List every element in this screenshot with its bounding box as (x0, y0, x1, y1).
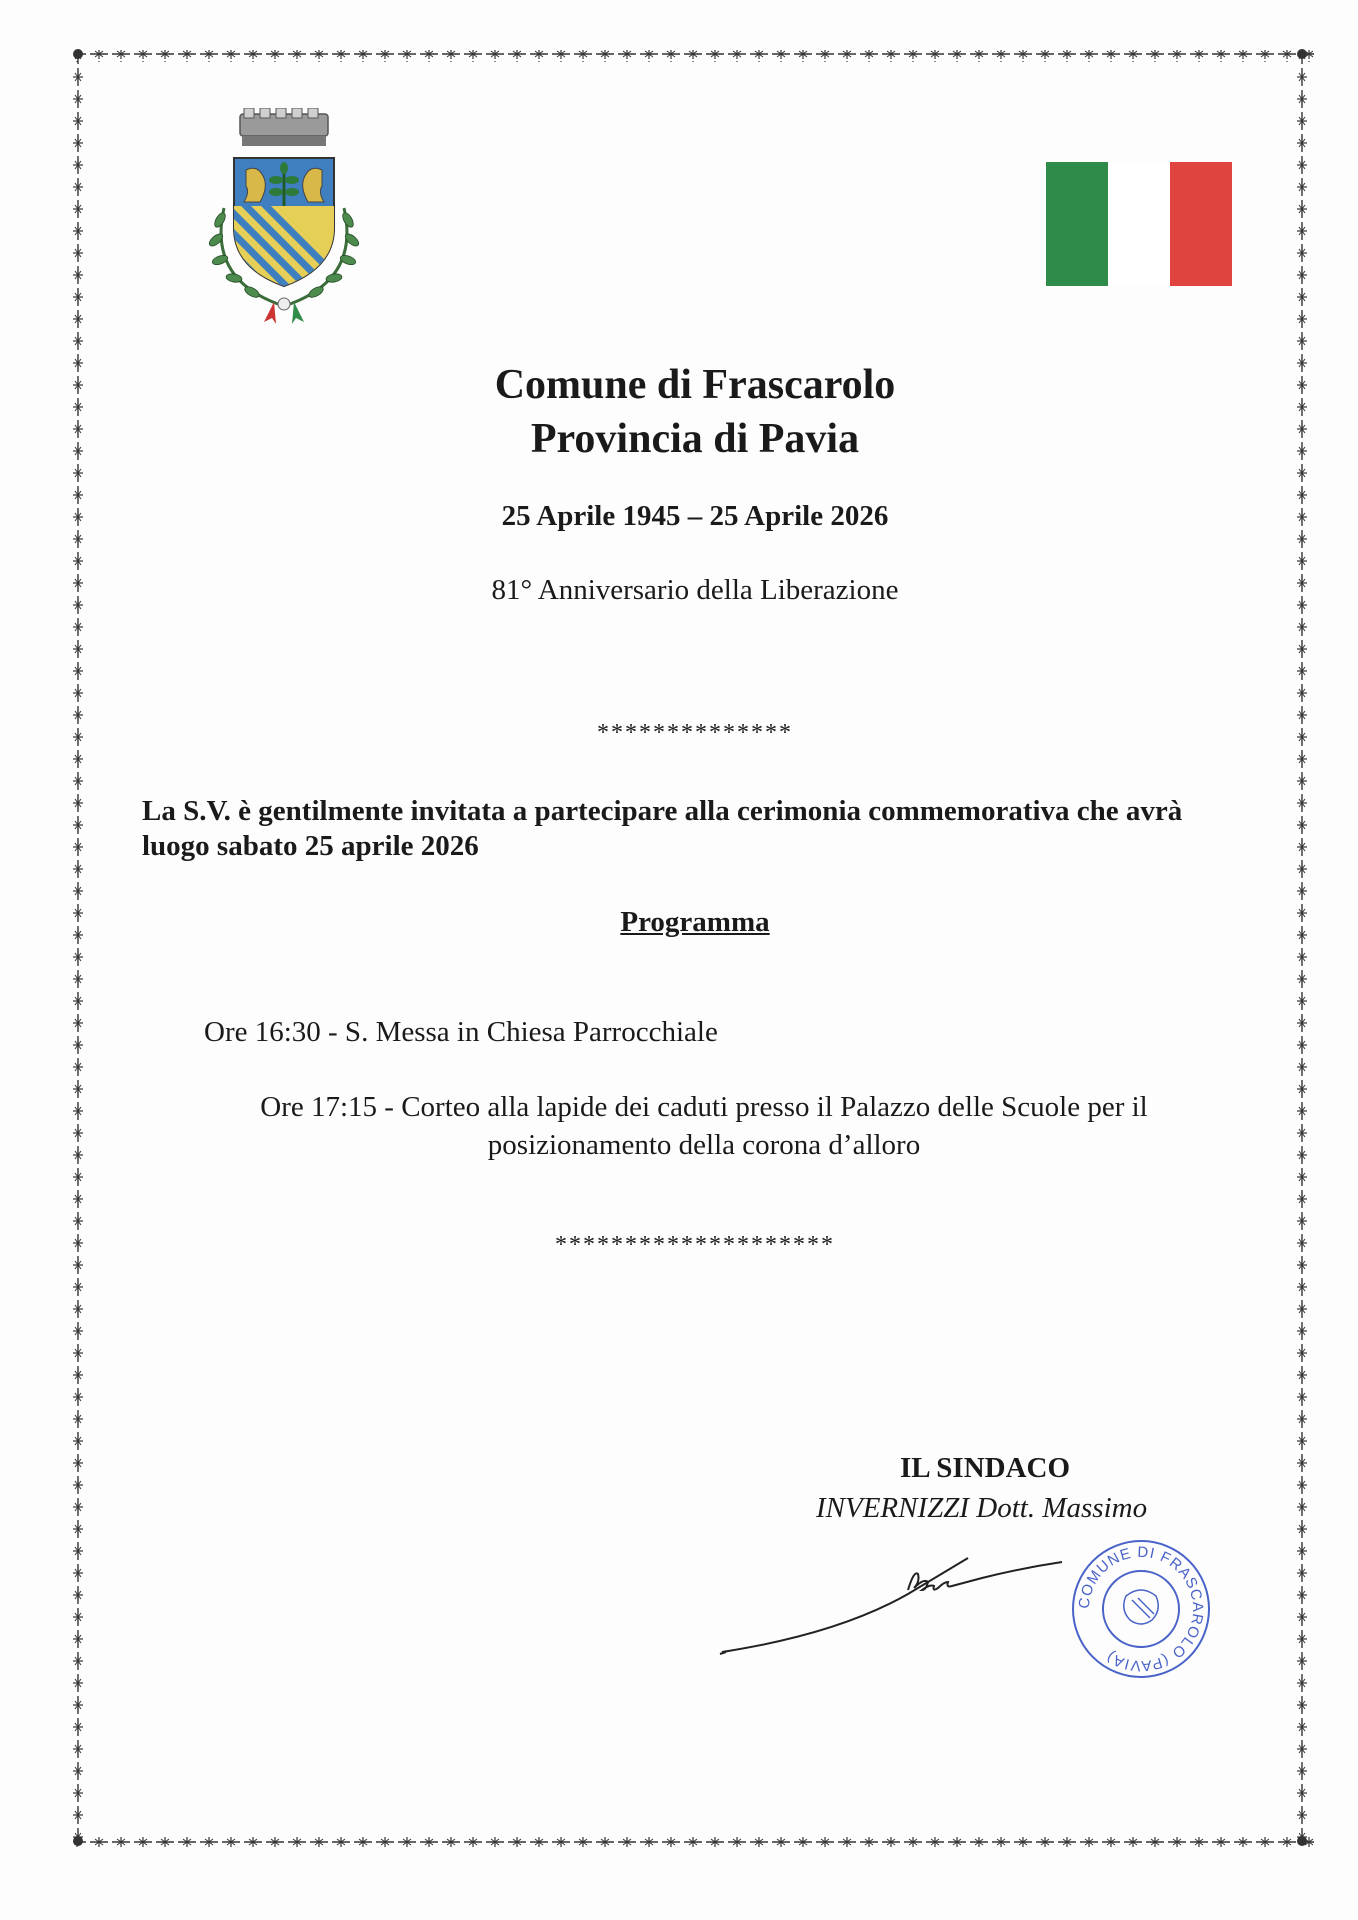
program-item: Ore 17:15 - Corteo alla lapide dei caduti presso il Palazzo delle Scuole per il posizionamento della corona d’alloro (260, 1091, 1148, 1161)
page-title (0, 358, 1358, 466)
mayor-title: IL SINDACO (900, 1452, 1071, 1484)
program-title: Programma (620, 906, 770, 938)
invitation-text: La S.V. è gentilmente invitata a partecipare alla cerimonia commemorativa che avrà luogo sabato 25 aprile 2026 (142, 795, 1183, 862)
italian-flag-icon (1046, 162, 1232, 286)
separator-top: ************** (597, 720, 793, 746)
stamp-text: COMUNE DI FRASCAROLO (PAVIA) (1075, 1543, 1207, 1675)
municipal-stamp (1066, 1534, 1216, 1684)
anniversary-line: 81° Anniversario della Liberazione (491, 574, 899, 606)
coat-of-arms-icon (198, 108, 370, 326)
program-item: Ore 16:30 - S. Messa in Chiesa Parrocchiale (204, 1016, 718, 1048)
event-dates: 25 Aprile 1945 – 25 Aprile 2026 (501, 500, 889, 532)
province-line: Provincia di Pavia (530, 416, 860, 462)
mayor-name: INVERNIZZI Dott. Massimo (816, 1492, 1148, 1524)
municipality-line: Comune di Frascarolo (494, 362, 896, 408)
handwritten-signature (718, 1534, 1078, 1664)
separator-bottom: ******************** (555, 1232, 835, 1258)
